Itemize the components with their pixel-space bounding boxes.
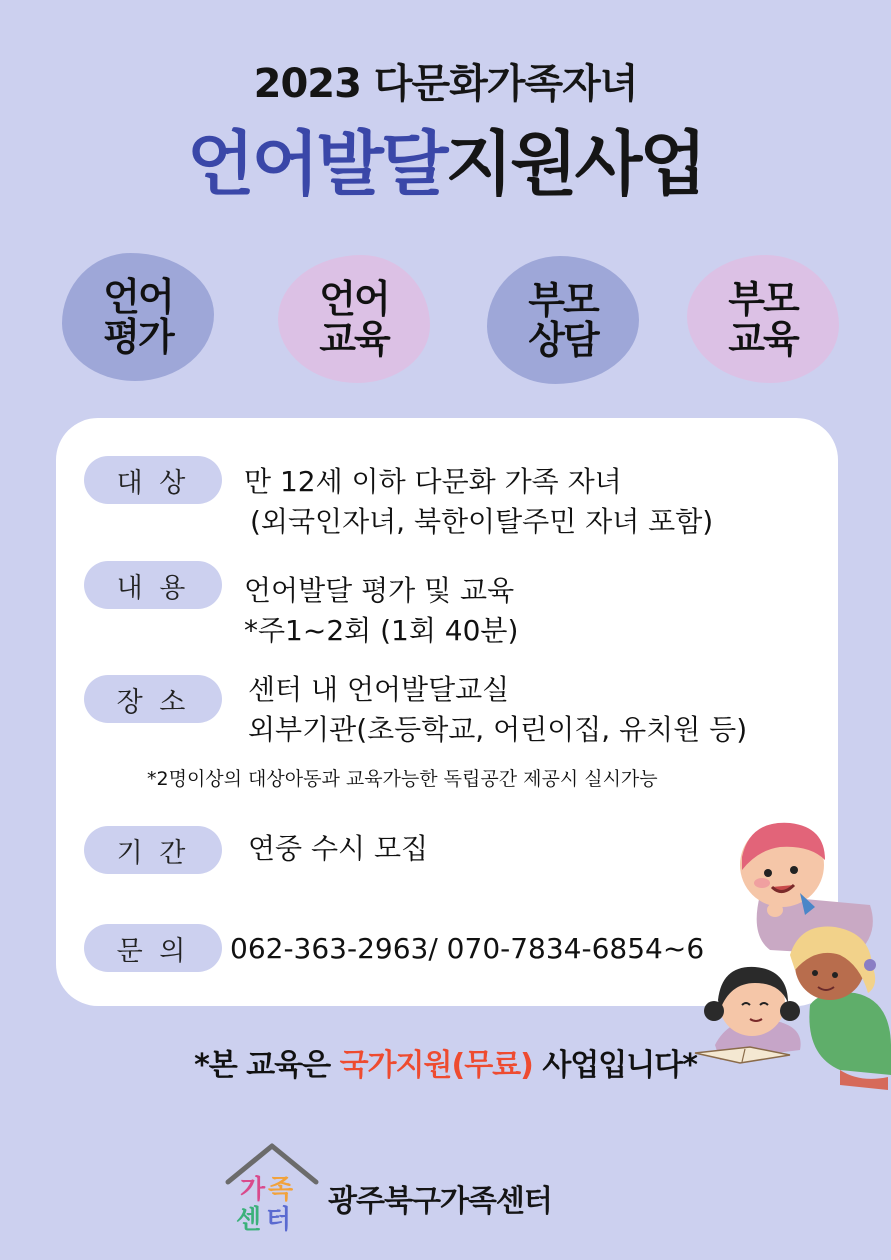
organization-name: 광주북구가족센터 (328, 1184, 552, 1219)
service-language-assessment (62, 253, 214, 381)
content-line1: 언어발달 평가 및 교육 (244, 574, 515, 607)
svg-text:가: 가 (240, 1175, 266, 1205)
service-line1: 언어 (319, 277, 389, 321)
place-line1: 센터 내 언어발달교실 (248, 673, 510, 706)
service-line2: 교육 (319, 317, 389, 361)
target-label: 대 상 (84, 456, 222, 504)
svg-text:족: 족 (268, 1175, 294, 1205)
notice-highlight: 국가지원(무료) (339, 1048, 533, 1083)
service-line1: 부모 (728, 277, 798, 321)
service-line1: 언어 (103, 275, 173, 319)
main-title-accent: 언어발달 (187, 123, 446, 205)
content-label: 내 용 (84, 561, 222, 609)
content-line2: *주1~2회 (1회 40분) (244, 614, 519, 647)
main-title (0, 108, 891, 209)
main-title-rest: 지원사업 (445, 123, 704, 205)
target-line1: 만 12세 이하 다문화 가족 자녀 (244, 465, 622, 498)
svg-text:터: 터 (266, 1205, 292, 1235)
notice-suffix: 사업입니다* (532, 1048, 697, 1083)
target-line2: (외국인자녀, 북한이탈주민 자녀 포함) (250, 505, 714, 538)
period-line1: 연중 수시 모집 (248, 832, 429, 865)
service-parent-education (687, 255, 839, 383)
service-line2: 평가 (103, 315, 173, 359)
place-label: 장 소 (84, 675, 222, 723)
place-line2: 외부기관(초등학교, 어린이집, 유치원 등) (248, 713, 748, 746)
period-label: 기 간 (84, 826, 222, 874)
svg-text:센: 센 (236, 1205, 262, 1235)
service-line1: 부모 (528, 278, 598, 322)
service-language-education (278, 255, 430, 383)
free-program-notice (0, 1040, 891, 1084)
contact-phone: 062-363-2963/ 070-7834-6854~6 (230, 932, 705, 965)
place-note: *2명이상의 대상아동과 교육가능한 독립공간 제공시 실시가능 (147, 768, 658, 790)
service-line2: 상담 (528, 318, 598, 362)
notice-prefix: *본 교육은 (194, 1048, 340, 1083)
family-center-logo (222, 1140, 322, 1235)
service-parent-counseling (487, 256, 639, 384)
subtitle-heading: 2023 다문화가족자녀 (253, 61, 638, 107)
service-line2: 교육 (728, 317, 798, 361)
contact-label: 문 의 (84, 924, 222, 972)
